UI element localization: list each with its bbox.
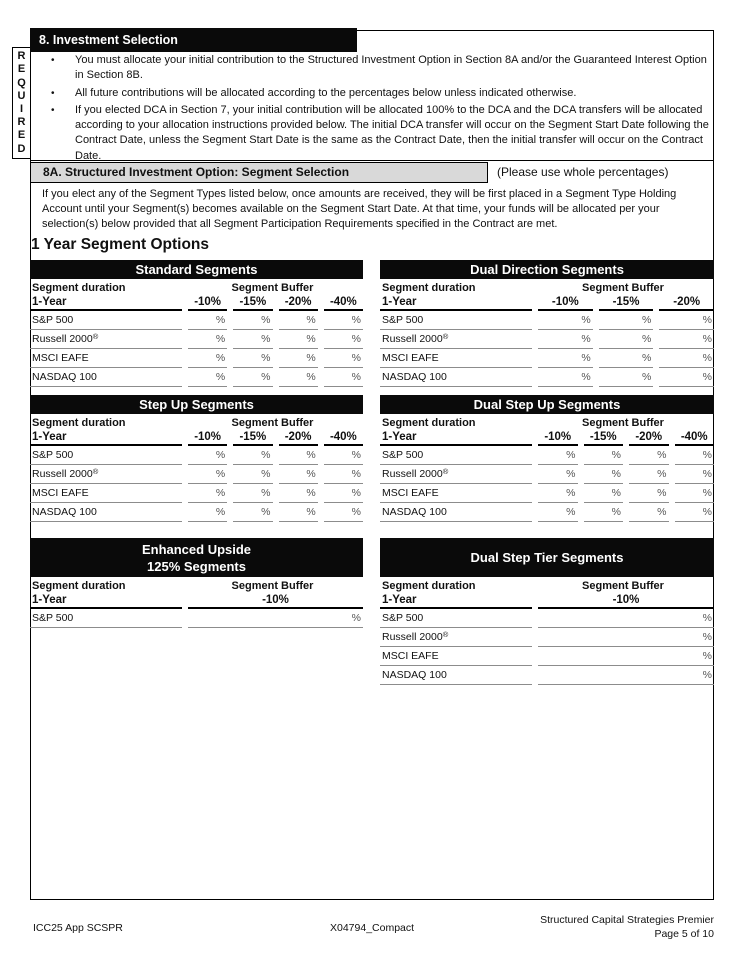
table-header-row bbox=[30, 430, 363, 446]
percent-entry[interactable]: % bbox=[279, 503, 318, 522]
percent-entry[interactable]: % bbox=[675, 503, 715, 522]
buffer-col-header: -40% bbox=[324, 430, 363, 446]
required-letter: E bbox=[17, 63, 26, 76]
buffer-col-header: -40% bbox=[675, 430, 715, 446]
bullet-icon: • bbox=[51, 87, 55, 99]
percent-entry[interactable]: % bbox=[188, 330, 227, 349]
index-name: S&P 500 bbox=[380, 446, 532, 465]
percent-entry[interactable]: % bbox=[188, 465, 227, 484]
required-letter: R bbox=[17, 116, 26, 129]
table-row bbox=[380, 349, 714, 368]
index-name: Russell 2000® bbox=[380, 628, 532, 647]
one-year-label: 1-Year bbox=[30, 593, 182, 609]
percent-entry[interactable]: % bbox=[324, 503, 363, 522]
percent-entry[interactable]: % bbox=[188, 609, 363, 628]
percent-entry[interactable]: % bbox=[279, 368, 318, 387]
table-header-row bbox=[380, 577, 714, 593]
percent-entry[interactable]: % bbox=[538, 446, 578, 465]
percent-entry[interactable]: % bbox=[233, 503, 272, 522]
section8a-header: 8A. Structured Investment Option: Segment Selection bbox=[30, 162, 488, 183]
required-letter: E bbox=[17, 129, 26, 142]
table-header-row bbox=[30, 295, 363, 311]
section8a-paragraph: If you elect any of the Segment Types listed below, once amounts are received, they will be first placed in a Segment Type Holding Account until your Segment(s) becomes available on the Segment Start Date. At that time, your funds will be allocated per your selection(s) below provided that all Segment Participation Requirements specified in the Contract are met. bbox=[42, 188, 677, 230]
segment-buffer-label: Segment Buffer bbox=[231, 417, 314, 429]
segment-buffer-label: Segment Buffer bbox=[582, 417, 664, 429]
percent-entry[interactable]: % bbox=[659, 368, 714, 387]
buffer-col-header: -10% bbox=[538, 295, 593, 311]
whole-percentages-note: (Please use whole percentages) bbox=[497, 165, 669, 179]
table-title-line2: 125% Segments bbox=[147, 558, 246, 574]
percent-entry[interactable]: % bbox=[188, 311, 227, 330]
table-row bbox=[380, 311, 714, 330]
index-name: S&P 500 bbox=[30, 311, 182, 330]
table-row bbox=[30, 330, 363, 349]
percent-entry[interactable]: % bbox=[599, 368, 654, 387]
percent-entry[interactable]: % bbox=[188, 446, 227, 465]
required-letter: U bbox=[17, 89, 26, 102]
buffer-col-header: -10% bbox=[188, 295, 227, 311]
table-header-row bbox=[380, 279, 714, 295]
percent-entry[interactable]: % bbox=[538, 349, 593, 368]
buffer-col-header: -15% bbox=[584, 430, 624, 446]
dual-step-tier-segments-table bbox=[380, 538, 714, 685]
percent-entry[interactable]: % bbox=[584, 446, 624, 465]
percent-entry[interactable]: % bbox=[538, 666, 714, 685]
percent-entry[interactable]: % bbox=[584, 465, 624, 484]
percent-entry[interactable]: % bbox=[279, 484, 318, 503]
percent-entry[interactable]: % bbox=[538, 484, 578, 503]
percent-entry[interactable]: % bbox=[538, 465, 578, 484]
bullet-text: You must allocate your initial contribution to the Structured Investment Option in Section 8A and/or the Guaranteed Interest Option in Section 8B. bbox=[75, 54, 707, 82]
table-row bbox=[30, 349, 363, 368]
bullet-icon: • bbox=[51, 104, 55, 116]
dual-direction-segments-table bbox=[380, 260, 714, 387]
index-name: MSCI EAFE bbox=[30, 484, 182, 503]
required-letter: D bbox=[17, 142, 26, 155]
table-row bbox=[380, 465, 714, 484]
percent-entry[interactable]: % bbox=[584, 484, 624, 503]
segment-duration-label: Segment duration bbox=[382, 580, 476, 592]
one-year-label: 1-Year bbox=[30, 295, 182, 311]
one-year-label: 1-Year bbox=[380, 593, 532, 609]
bullet-icon: • bbox=[51, 55, 55, 66]
segment-buffer-label: Segment Buffer bbox=[231, 282, 314, 294]
footer-form-code: ICC25 App SCSPR bbox=[33, 922, 123, 934]
percent-entry[interactable]: % bbox=[659, 330, 714, 349]
percent-entry[interactable]: % bbox=[279, 465, 318, 484]
percent-entry[interactable]: % bbox=[324, 484, 363, 503]
table-header-row bbox=[380, 295, 714, 311]
percent-entry[interactable]: % bbox=[188, 484, 227, 503]
table-header-row bbox=[30, 414, 363, 430]
percent-entry[interactable]: % bbox=[233, 349, 272, 368]
table-row bbox=[380, 330, 714, 349]
buffer-col-header: -10% bbox=[188, 430, 227, 446]
index-name: MSCI EAFE bbox=[380, 349, 532, 368]
percent-entry[interactable]: % bbox=[538, 503, 578, 522]
percent-entry[interactable]: % bbox=[188, 503, 227, 522]
percent-entry[interactable]: % bbox=[538, 368, 593, 387]
index-name: MSCI EAFE bbox=[380, 484, 532, 503]
one-year-label: 1-Year bbox=[30, 430, 182, 446]
table-header-row bbox=[30, 593, 363, 609]
table-header-row bbox=[380, 593, 714, 609]
percent-entry[interactable]: % bbox=[659, 349, 714, 368]
bullet-item bbox=[48, 103, 710, 164]
percent-entry[interactable]: % bbox=[538, 311, 593, 330]
footer-product-page bbox=[540, 914, 714, 941]
table-row bbox=[380, 609, 714, 628]
buffer-col-header: -10% bbox=[538, 593, 714, 609]
segment-duration-label: Segment duration bbox=[382, 282, 476, 294]
buffer-col-header: -20% bbox=[279, 430, 318, 446]
table-title: Step Up Segments bbox=[30, 395, 363, 414]
table-row bbox=[380, 666, 714, 685]
percent-entry[interactable]: % bbox=[538, 647, 714, 666]
buffer-col-header: -20% bbox=[659, 295, 714, 311]
percent-entry[interactable]: % bbox=[233, 465, 272, 484]
percent-entry[interactable]: % bbox=[279, 349, 318, 368]
buffer-col-header: -15% bbox=[599, 295, 654, 311]
table-title: Dual Direction Segments bbox=[380, 260, 714, 279]
percent-entry[interactable]: % bbox=[599, 349, 654, 368]
percent-entry[interactable]: % bbox=[599, 330, 654, 349]
percent-entry[interactable]: % bbox=[324, 465, 363, 484]
percent-entry[interactable]: % bbox=[675, 446, 715, 465]
percent-entry[interactable]: % bbox=[324, 349, 363, 368]
percent-entry[interactable]: % bbox=[629, 484, 669, 503]
footer-doc-code: X04794_Compact bbox=[330, 922, 415, 934]
table-row bbox=[30, 484, 363, 503]
table-header-row bbox=[380, 414, 714, 430]
bullet-text: If you elected DCA in Section 7, your initial contribution will be allocated 100% to the DCA and the DCA transfers will be allocated according to your allocation instructions provided below. The initial DCA transfer will occur on the Segment Start Date following the Contract Date, unless the Segment Start Date is the same as the Contract Date, then the initial transfer will occur on the Contract Date. bbox=[75, 103, 709, 162]
table-row bbox=[30, 503, 363, 522]
buffer-col-header: -15% bbox=[233, 295, 272, 311]
table-title bbox=[30, 538, 363, 577]
table-header-row bbox=[30, 577, 363, 593]
index-name: NASDAQ 100 bbox=[380, 503, 532, 522]
percent-entry[interactable]: % bbox=[233, 484, 272, 503]
index-name: MSCI EAFE bbox=[30, 349, 182, 368]
index-name: Russell 2000® bbox=[30, 465, 182, 484]
footer-page-number: Page 5 of 10 bbox=[654, 927, 714, 940]
percent-entry[interactable]: % bbox=[675, 465, 715, 484]
index-name: S&P 500 bbox=[30, 446, 182, 465]
required-stamp bbox=[12, 47, 31, 159]
percent-entry[interactable]: % bbox=[659, 311, 714, 330]
index-name: MSCI EAFE bbox=[380, 647, 532, 666]
percent-entry[interactable]: % bbox=[233, 368, 272, 387]
index-name: S&P 500 bbox=[380, 311, 532, 330]
table-row bbox=[380, 647, 714, 666]
table-row bbox=[380, 446, 714, 465]
standard-segments-table bbox=[30, 260, 363, 387]
table-header-row bbox=[30, 279, 363, 295]
table-header-row bbox=[380, 430, 714, 446]
index-name: S&P 500 bbox=[380, 609, 532, 628]
percent-entry[interactable]: % bbox=[584, 503, 624, 522]
index-name: S&P 500 bbox=[30, 609, 182, 628]
required-letter: Q bbox=[17, 76, 26, 89]
buffer-col-header: -15% bbox=[233, 430, 272, 446]
segment-buffer-label: Segment Buffer bbox=[582, 282, 664, 294]
percent-entry[interactable]: % bbox=[675, 484, 715, 503]
percent-entry[interactable]: % bbox=[188, 368, 227, 387]
percent-entry[interactable]: % bbox=[629, 503, 669, 522]
percent-entry[interactable]: % bbox=[599, 311, 654, 330]
percent-entry[interactable]: % bbox=[233, 446, 272, 465]
bullet-text: All future contributions will be allocated according to the percentages below unless indicated otherwise. bbox=[75, 86, 577, 99]
index-name: NASDAQ 100 bbox=[380, 666, 532, 685]
percent-entry[interactable]: % bbox=[538, 330, 593, 349]
percent-entry[interactable]: % bbox=[324, 446, 363, 465]
required-letter: R bbox=[17, 50, 26, 63]
buffer-col-header: -10% bbox=[538, 430, 578, 446]
index-name: Russell 2000® bbox=[380, 465, 532, 484]
percent-entry[interactable]: % bbox=[538, 609, 714, 628]
table-row bbox=[30, 311, 363, 330]
percent-entry[interactable]: % bbox=[324, 311, 363, 330]
percent-entry[interactable]: % bbox=[279, 446, 318, 465]
segment-duration-label: Segment duration bbox=[32, 282, 126, 294]
buffer-col-header: -20% bbox=[629, 430, 669, 446]
table-title: Standard Segments bbox=[30, 260, 363, 279]
footer-product-name: Structured Capital Strategies Premier bbox=[540, 914, 714, 926]
table-title: Dual Step Up Segments bbox=[380, 395, 714, 414]
segment-duration-label: Segment duration bbox=[382, 417, 476, 429]
buffer-col-header: -10% bbox=[188, 593, 363, 609]
percent-entry[interactable]: % bbox=[324, 330, 363, 349]
one-year-label: 1-Year bbox=[380, 430, 532, 446]
segment-buffer-label: Segment Buffer bbox=[582, 580, 664, 592]
table-title-line1: Enhanced Upside bbox=[141, 541, 252, 557]
percent-entry[interactable]: % bbox=[279, 311, 318, 330]
table-row bbox=[30, 368, 363, 387]
segment-options-heading: 1 Year Segment Options bbox=[31, 236, 210, 253]
index-name: Russell 2000® bbox=[380, 330, 532, 349]
step-up-segments-table bbox=[30, 395, 363, 522]
enhanced-upside-segments-table bbox=[30, 538, 363, 628]
table-row bbox=[380, 484, 714, 503]
bullet-item bbox=[48, 86, 710, 101]
bullet-item bbox=[48, 53, 710, 84]
percent-entry[interactable]: % bbox=[538, 628, 714, 647]
index-name: Russell 2000® bbox=[30, 330, 182, 349]
segment-buffer-label: Segment Buffer bbox=[231, 580, 314, 592]
table-row bbox=[380, 628, 714, 647]
index-name: NASDAQ 100 bbox=[30, 368, 182, 387]
table-row bbox=[30, 465, 363, 484]
table-row bbox=[30, 609, 363, 628]
percent-entry[interactable]: % bbox=[188, 349, 227, 368]
percent-entry[interactable]: % bbox=[279, 330, 318, 349]
buffer-col-header: -20% bbox=[279, 295, 318, 311]
percent-entry[interactable]: % bbox=[629, 446, 669, 465]
segment-duration-label: Segment duration bbox=[32, 417, 126, 429]
table-row bbox=[380, 368, 714, 387]
percent-entry[interactable]: % bbox=[324, 368, 363, 387]
buffer-col-header: -40% bbox=[324, 295, 363, 311]
section8-bullet-list bbox=[48, 53, 710, 166]
percent-entry[interactable]: % bbox=[233, 311, 272, 330]
table-title: Dual Step Tier Segments bbox=[380, 538, 714, 577]
dual-step-up-segments-table bbox=[380, 395, 714, 522]
required-letter: I bbox=[19, 103, 24, 115]
table-row bbox=[380, 503, 714, 522]
section8-header: 8. Investment Selection bbox=[30, 28, 357, 52]
table-row bbox=[30, 446, 363, 465]
percent-entry[interactable]: % bbox=[629, 465, 669, 484]
percent-entry[interactable]: % bbox=[233, 330, 272, 349]
index-name: NASDAQ 100 bbox=[30, 503, 182, 522]
index-name: NASDAQ 100 bbox=[380, 368, 532, 387]
one-year-label: 1-Year bbox=[380, 295, 532, 311]
segment-duration-label: Segment duration bbox=[32, 580, 126, 592]
